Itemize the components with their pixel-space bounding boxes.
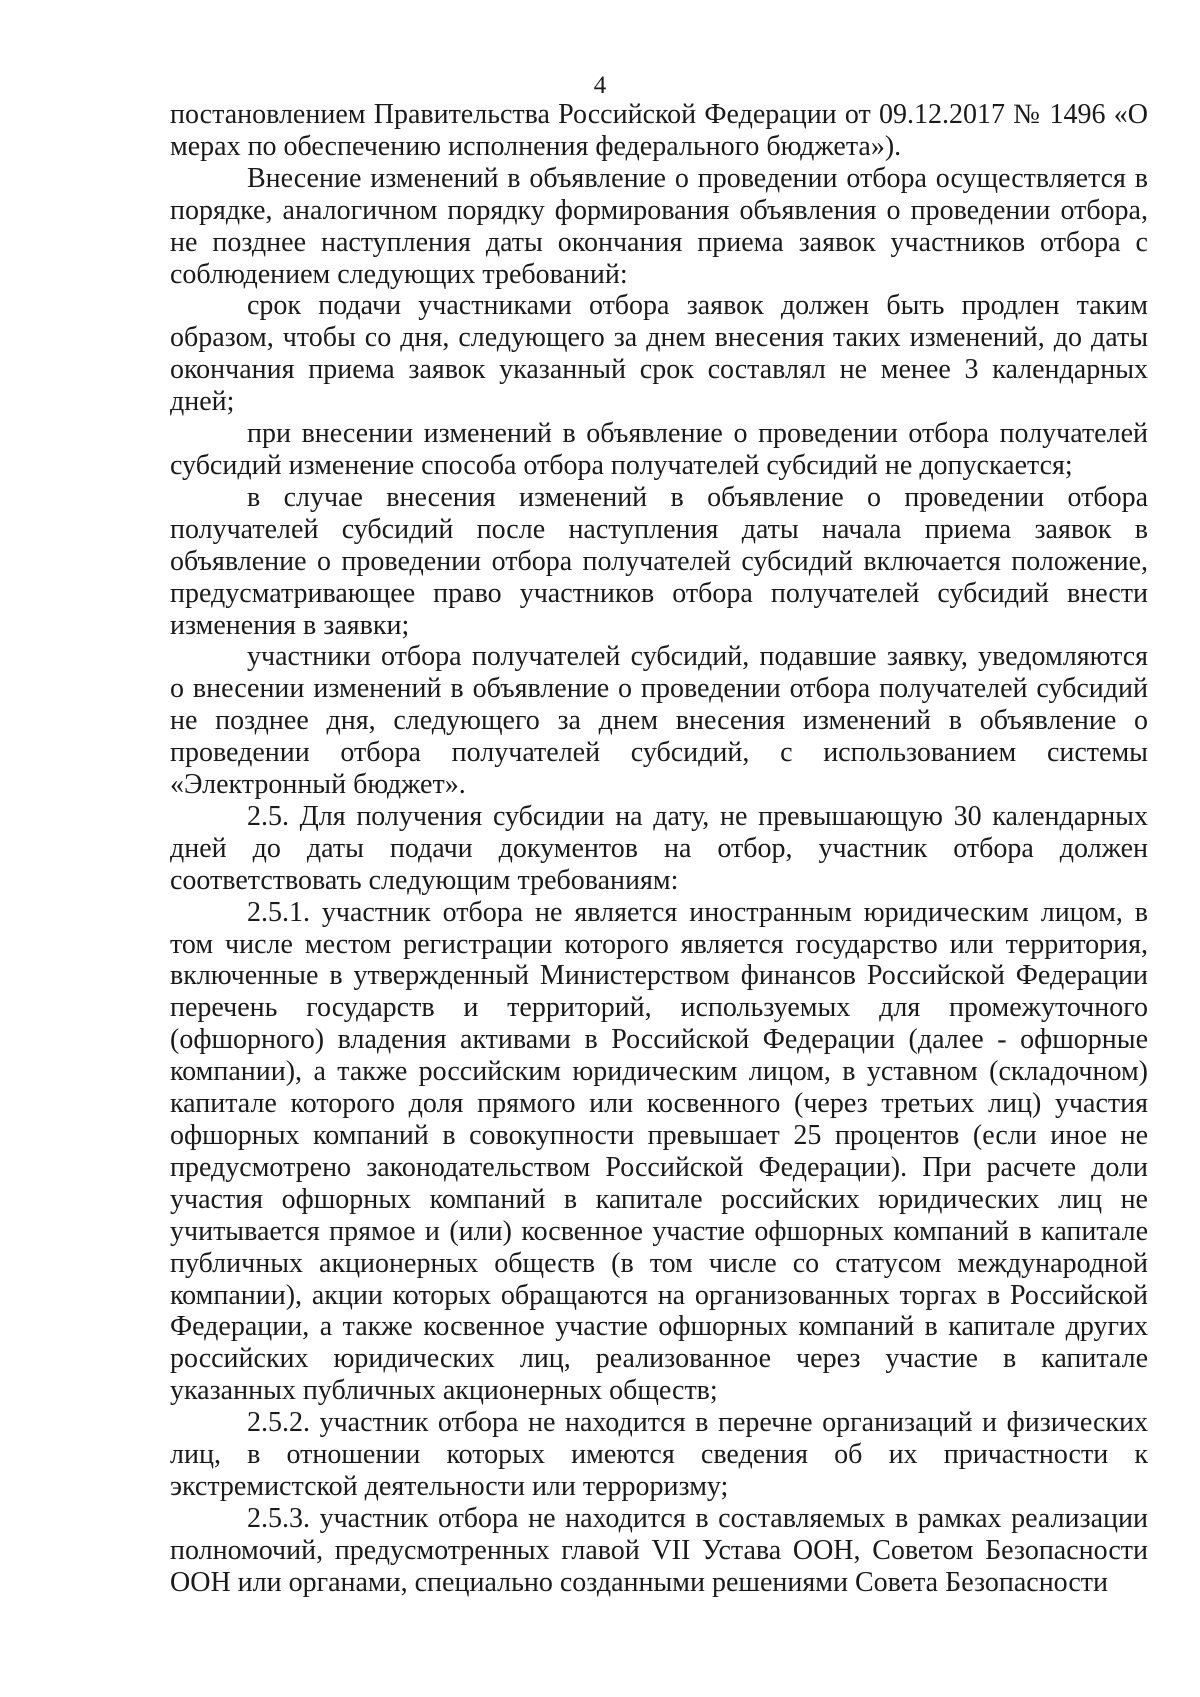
page-number: 4 [593,72,607,99]
paragraph-section-2-5-1: 2.5.1. участник отбора не является иностранным юридическим лицом, в том числе местом регистрации которого является государство или территория, включенные в утвержденный Министерством финансов Российской Федерации перечень государств и территорий, используемых для промежуточного (офшорного) владения активами в Российской Федерации (далее - офшорные компании), а также российским юридическим лицом, в уставном (складочном) капитале которого доля прямого или косвенного (через третьих лиц) участия офшорных компаний в совокупности превышает 25 процентов (если иное не предусмотрено законодательством Российской Федерации). При расчете доли участия офшорных компаний в капитале российских юридических лиц не учитывается прямое и (или) косвенное участие офшорных компаний в капитале публичных акционерных обществ (в том числе со статусом международной компании), акции которых обращаются на организованных торгах в Российской Федерации, а также косвенное участие офшорных компаний в капитале других российских юридических лиц, реализованное через участие в капитале указанных публичных акционерных обществ; [170,896,1148,1407]
paragraph-section-2-5-2: 2.5.2. участник отбора не находится в перечне организаций и физических лиц, в отношении которых имеются сведения об их причастности к экстремистской деятельности или терроризму; [170,1407,1148,1502]
paragraph-deadline-extension: срок подачи участниками отбора заявок должен быть продлен таким образом, чтобы со дня, следующего за днем внесения таких изменений, до даты окончания приема заявок указанный срок составлял не менее 3 календарных дней; [170,290,1148,418]
paragraph-section-2-5-3: 2.5.3. участник отбора не находится в составляемых в рамках реализации полномочий, предусмотренных главой VII Устава ООН, Советом Безопасности ООН или органами, специально созданными решениями Совета Безопасности [170,1502,1148,1598]
paragraph-decree-reference: постановлением Правительства Российской Федерации от 09.12.2017 № 1496 «О мерах по обеспечению исполнения федерального бюджета»). [170,99,1148,162]
paragraph-participant-notification: участники отбора получателей субсидий, подавшие заявку, уведомляются о внесении изменений в объявление о проведении отбора получателей субсидий не позднее дня, следующего за днем внесения изменений в объявление о проведении отбора получателей субсидий, с использованием системы «Электронный бюджет». [170,641,1148,801]
paragraph-selection-method: при внесении изменений в объявление о проведении отбора получателей субсидий изменение способа отбора получателей субсидий не допускается; [170,418,1148,481]
paragraph-section-2-5: 2.5. Для получения субсидии на дату, не превышающую 30 календарных дней до даты подачи документов на отбор, участник отбора должен соответствовать следующим требованиям: [170,800,1148,896]
paragraph-announcement-changes: Внесение изменений в объявление о проведении отбора осуществляется в порядке, аналогичном порядку формирования объявления о проведении отбора, не позднее наступления даты окончания приема заявок участников отбора с соблюдением следующих требований: [170,162,1148,290]
paragraph-application-changes: в случае внесения изменений в объявление о проведении отбора получателей субсидий после наступления даты начала приема заявок в объявление о проведении отбора получателей субсидий включается положение, предусматривающее право участников отбора получателей субсидий внести изменения в заявки; [170,481,1148,641]
document-body [170,99,1148,1599]
